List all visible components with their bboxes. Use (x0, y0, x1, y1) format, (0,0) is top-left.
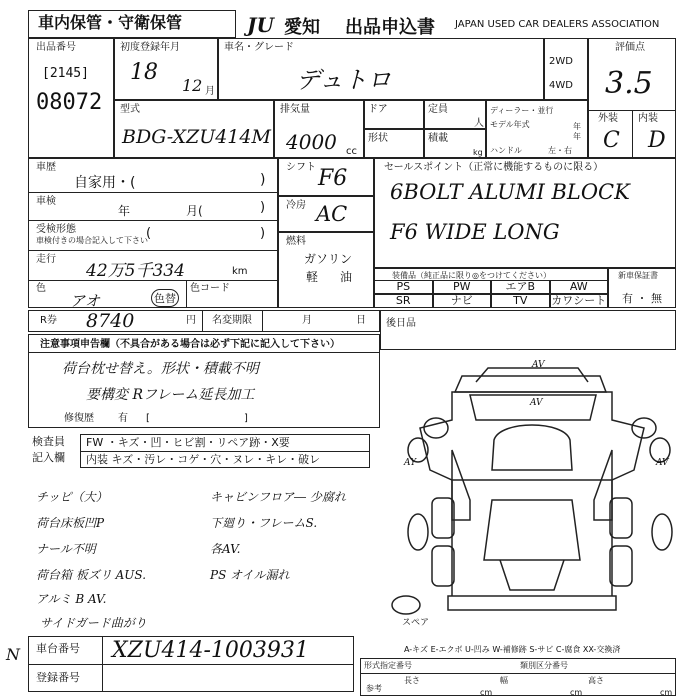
dealer-label: ディーラー・並行 (490, 106, 554, 115)
dealer-handle-opts: 左・右 (548, 146, 572, 155)
mileage-value: 42万5千334 (86, 261, 185, 281)
form-title: 出品申込書 (345, 17, 435, 38)
name-change-day: 日 (356, 315, 366, 326)
ju-logo: JU (247, 13, 274, 37)
lot-label: 出品番号 (36, 42, 76, 53)
inspector-row1: FW ・キズ・凹・ヒビ割・リペア跡・X要 (86, 436, 290, 449)
inspector-row2: 内装 キズ・汚レ・コゲ・穴・ヌレ・キレ・破レ (86, 453, 321, 466)
org-name: 愛知 (284, 17, 320, 38)
diagram-label-left: AY (404, 458, 417, 468)
dealer-handle: ハンドル (490, 146, 522, 155)
color-value: アオ (70, 292, 100, 310)
repair-open: [ (146, 413, 150, 424)
displacement-label: 排気量 (280, 104, 310, 115)
diagram-label-right: AV (656, 458, 669, 468)
equipment-item: AW (550, 280, 609, 294)
notes-label: 注意事項申告欄（不具合がある場合は必ず下記に記入して下さい） (40, 339, 340, 350)
repair-value: 有 (118, 413, 128, 424)
remark-l5: アルミ B AV. (36, 592, 107, 606)
first-reg-label: 初度登録年月 (120, 42, 180, 53)
name-change-month: 月 (302, 315, 312, 326)
first-reg-month-unit: 月 (205, 86, 215, 97)
transfer-label: 受検形態 (36, 224, 76, 235)
remark-r2: 下廻り・フレームS. (210, 516, 318, 530)
grade-int-value: D (648, 128, 666, 153)
fuel-oil: 油 (340, 270, 353, 284)
grade-ext-value: C (603, 128, 620, 153)
color-label: 色 (36, 283, 46, 294)
remark-l4: 荷台箱 板ズリ AUS. (36, 568, 147, 582)
chassis-value: XZU414-1003931 (112, 638, 309, 663)
association-name: JAPAN USED CAR DEALERS ASSOCIATION (455, 19, 660, 30)
equipment-item: ナビ (433, 294, 492, 308)
first-reg-year: 18 (130, 60, 158, 85)
repair-close: ] (244, 413, 248, 424)
equipment-item: PS (374, 280, 433, 294)
shift-value: F6 (318, 166, 348, 191)
mileage-label: 走行 (36, 254, 56, 265)
diagram-label-top: AV (532, 360, 545, 370)
inspector-label2: 記入欄 (32, 451, 65, 464)
chassis-divider (28, 664, 354, 665)
color-change: 色替 (151, 289, 179, 307)
spec-divider (360, 673, 676, 674)
equipment-item: PW (433, 280, 492, 294)
equipment-item: TV (491, 294, 550, 308)
spare-label: スペア (402, 618, 430, 628)
model-value: BDG-XZU414M (122, 126, 271, 148)
inspector-label1: 検査員 (32, 435, 65, 448)
history-close: ) (260, 172, 266, 188)
spec-col-height: 高さ (588, 676, 604, 685)
post-date-label: 後日品 (386, 318, 416, 329)
grade-int-label: 内装 (638, 113, 658, 124)
ac-value: AC (316, 202, 348, 226)
storage-label: 車内保管・守衛保管 (38, 13, 183, 32)
transfer-open: ( (146, 226, 152, 241)
model-label: 型式 (120, 104, 140, 115)
transfer-close: ) (260, 226, 266, 241)
grade-value: 3.5 (605, 66, 653, 101)
sales-point-label: セールスポイント（正常に機能するものに限る） (384, 162, 604, 173)
remark-l2: 荷台床板凹P (36, 516, 105, 530)
warranty-opts: 有 ・ 無 (622, 292, 662, 305)
equipment-label: 装備品（純正品に限り◎をつけてください） (392, 271, 551, 280)
spec-unit-3: cm (660, 688, 673, 697)
chassis-mark: N (6, 645, 20, 664)
capacity-label: 定員 (428, 104, 448, 115)
equipment-item: エアB (491, 280, 550, 294)
dealer-year-unit1: 年 (573, 122, 581, 131)
fuel-light: 軽 (306, 270, 319, 284)
recycle-value: 8740 (86, 310, 135, 332)
recycle-unit: 円 (186, 315, 196, 326)
capacity-unit: 人 (474, 118, 484, 129)
shape-label: 形状 (368, 133, 388, 144)
grade-label: 評価点 (615, 42, 645, 53)
damage-legend: A-キズ E-エクボ U-凹み W-補修跡 S-サビ C-腐食 XX-交換済 (404, 645, 621, 654)
drive-4wd: 4WD (549, 80, 573, 91)
repair-label: 修復歴 (64, 413, 94, 424)
first-reg-month: 12 (182, 76, 203, 95)
spec-col-ref: 参考 (366, 684, 382, 693)
drive-2wd: 2WD (549, 56, 573, 67)
sales-point-line1: 6BOLT ALUMI BLOCK (390, 180, 630, 204)
spec-unit-1: cm (480, 688, 493, 697)
equipment-item: カワシート (551, 294, 607, 307)
car-name-label: 車名・グレード (224, 42, 294, 53)
equipment-item: SR (374, 294, 433, 308)
spec-col-width: 幅 (500, 676, 508, 685)
inspection-label: 車検 (36, 196, 56, 207)
remark-r1: キャビンフロア― 少腐れ (210, 490, 346, 504)
reg-label: 登録番号 (36, 671, 80, 684)
door-label: ドア (368, 104, 388, 115)
lot-number: 08072 (36, 90, 103, 115)
load-unit: kg (473, 148, 483, 157)
spec-col-length: 長さ (404, 676, 420, 685)
notes-line2: 要構変 Rフレーム延長加工 (86, 387, 255, 403)
recycle-label: R券 (40, 315, 57, 326)
spec-unit-2: cm (570, 688, 583, 697)
fuel-label: 燃料 (286, 236, 306, 247)
ac-label: 冷房 (286, 200, 306, 211)
displacement-value: 4000 (286, 130, 337, 154)
inspection-close: ) (260, 200, 266, 215)
grade-ext-label: 外装 (598, 113, 618, 124)
lot-sub: [2145] (42, 66, 89, 81)
name-change-label: 名変期限 (212, 315, 252, 326)
remark-l1: チッピ（大） (36, 490, 108, 504)
chassis-split (102, 636, 103, 692)
remark-l3: ナール不明 (36, 542, 96, 556)
dealer-year-unit2: 年 (573, 132, 581, 141)
displacement-unit: cc (346, 146, 357, 157)
dealer-model-year: モデル年式 (490, 120, 530, 129)
inspection-month: 月( (186, 204, 203, 218)
diagram-label-mid: AV (530, 398, 543, 408)
shift-label: シフト (286, 162, 316, 173)
chassis-label: 車台番号 (36, 642, 80, 655)
remark-l6: サイドガード曲がり (40, 616, 147, 630)
history-value: 自家用・( (74, 175, 136, 191)
spec-label2: 類別区分番号 (520, 661, 568, 670)
remark-r3: 各AV. (210, 542, 241, 556)
load-label: 積載 (428, 133, 448, 144)
fuel-gasoline: ガソリン (304, 252, 353, 266)
inspection-year: 年 (118, 204, 131, 218)
car-name-value: デュトロ (296, 66, 392, 94)
transfer-sub: 車検付きの場合記入して下さい (36, 236, 148, 245)
color-code-label: 色コード (190, 283, 230, 294)
notes-line1: 荷台枕せ替え。形状・積載不明 (62, 361, 259, 377)
remark-r4: PS オイル漏れ (210, 568, 290, 582)
sales-point-line2: F6 WIDE LONG (390, 220, 560, 244)
mileage-unit: km (232, 266, 248, 277)
spec-label1: 形式指定番号 (364, 661, 412, 670)
history-label: 車歴 (36, 162, 56, 173)
warranty-label: 新車保証書 (618, 271, 658, 280)
